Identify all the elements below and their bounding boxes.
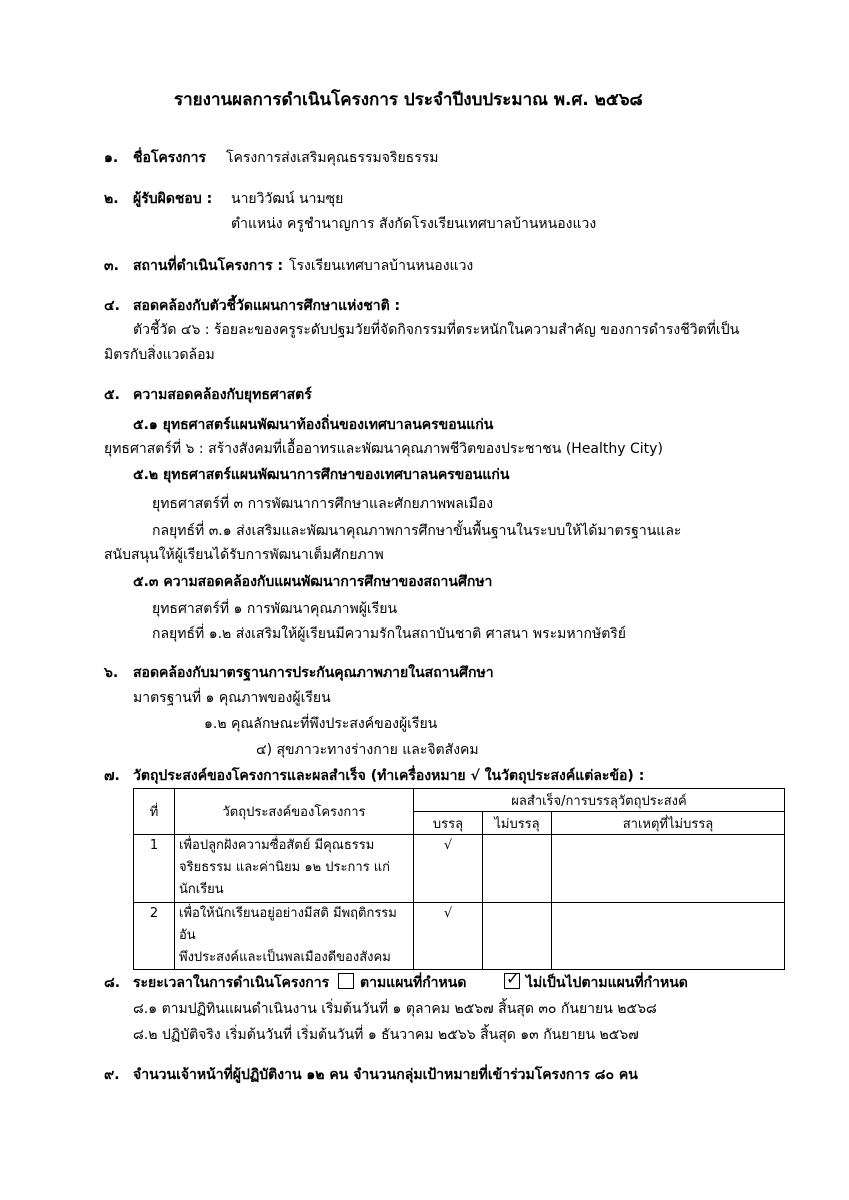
col-header-result: ผลสำเร็จ/การบรรลุวัตถุประสงค์ [414,789,785,812]
section-5-2-line-3: สนับสนุนให้ผู้เรียนได้รับการพัฒนาเต็มศักยภาพ [104,547,384,563]
section-3-label: สถานที่ดำเนินโครงการ : [133,258,284,274]
section-2-label: ผู้รับผิดชอบ : [133,191,213,207]
responsible-position: ตำแหน่ง ครูชำนาญการ สังกัดโรงเรียนเทศบาลบ้านหนองแวง [231,216,597,232]
off-plan-label: ไม่เป็นไปตามแผนที่กำหนด [526,975,688,991]
section-6-number: ๖. [104,665,119,681]
row-not-met [483,835,552,903]
responsible-person: นายวิวัฒน์ นามซุย [231,191,344,207]
section-8-label: ระยะเวลาในการดำเนินโครงการ [133,975,330,991]
section-5-label: ความสอดคล้องกับยุทธศาสตร์ [133,387,312,403]
section-5-2-line-2: กลยุทธ์ที่ ๓.๑ ส่งเสริมและพัฒนาคุณภาพการศึกษาขั้นพื้นฐานในระบบให้ได้มาตรฐานและ [152,523,682,539]
objectives-table [133,788,785,970]
section-2-number: ๒. [104,191,119,207]
row-objective [175,835,414,903]
col-header-objective: วัตถุประสงค์ของโครงการ [175,789,414,835]
indicator-line-1: ตัวชี้วัด ๔๖ : ร้อยละของครูระดับปฐมวัยที่จัดกิจกรรมที่ตระหนักในความสำคัญ ของการดำรงชีวิตที่เป็น [133,322,740,338]
actual-period: ๘.๒ ปฏิบัติจริง เริ่มต้นวันที่ เริ่มต้นวันที่ ๑ ธันวาคม ๒๕๖๖ สิ้นสุด ๑๓ กันยายน ๒๕๖๗ [133,1027,639,1043]
section-5-2-heading: ๕.๒ ยุทธศาสตร์แผนพัฒนาการศึกษาของเทศบาลนครขอนแก่น [133,467,510,483]
section-7-number: ๗. [104,768,120,784]
objective-line: พึงประสงค์และเป็นพลเมืองดีของสังคม [179,950,391,965]
table-row [134,903,785,970]
standard-line: มาตรฐานที่ ๑ คุณภาพของผู้เรียน [133,690,331,706]
objective-line: นักเรียน [179,882,224,897]
row-reason [552,903,785,970]
section-5-1-heading: ๕.๑ ยุทธศาสตร์แผนพัฒนาท้องถิ่นของเทศบาลนครขอนแก่น [133,417,494,433]
row-objective [175,903,414,970]
staff-and-target-count: จำนวนเจ้าหน้าที่ผู้ปฏิบัติงาน ๑๒ คน จำนวนกลุ่มเป้าหมายที่เข้าร่วมโครงการ ๘๐ คน [133,1067,638,1083]
standard-sub-line: ๑.๒ คุณลักษณะที่พึงประสงค์ของผู้เรียน [204,716,438,732]
objective-line: เพื่อให้นักเรียนอยู่อย่างมีสติ มีพฤติกรรมอัน [179,906,397,943]
on-plan-checkbox[interactable] [334,973,358,993]
section-5-3-line-1: ยุทธศาสตร์ที่ ๑ การพัฒนาคุณภาพผู้เรียน [152,601,398,617]
section-1-number: ๑. [104,150,119,166]
col-header-not-met: ไม่บรรลุ [483,812,552,835]
on-plan-label: ตามแผนที่กำหนด [360,975,467,991]
check-icon [504,973,520,989]
row-no: 1 [134,835,175,903]
section-5-1-line: ยุทธศาสตร์ที่ ๖ : สร้างสังคมที่เอื้ออาทรและพัฒนาคุณภาพชีวิตของประชาชน (Healthy City) [104,441,663,457]
section-1-label: ชื่อโครงการ [133,150,207,166]
project-name: โครงการส่งเสริมคุณธรรมจริยธรรม [226,150,439,166]
section-4-number: ๔. [104,298,120,314]
section-6-label: สอดคล้องกับมาตรฐานการประกันคุณภาพภายในสถานศึกษา [133,665,494,681]
objective-line: เพื่อปลูกฝังความซื่อสัตย์ มีคุณธรรม [179,838,375,853]
row-no: 2 [134,903,175,970]
indicator-line-2: มิตรกับสิ่งแวดล้อม [104,347,215,363]
off-plan-checkbox[interactable] [500,973,524,993]
planned-period: ๘.๑ ตามปฏิทินแผนดำเนินงาน เริ่มต้นวันที่ ๑ ตุลาคม ๒๕๖๗ สิ้นสุด ๓๐ กันยายน ๒๕๖๘ [133,1001,657,1017]
objective-line: จริยธรรม และค่านิยม ๑๒ ประการ แก่ [179,860,391,875]
row-met-check: √ [414,903,483,970]
section-5-number: ๕. [104,387,120,403]
section-5-2-line-1: ยุทธศาสตร์ที่ ๓ การพัฒนาการศึกษาและศักยภาพพลเมือง [152,496,494,512]
section-3-number: ๓. [104,258,119,274]
standard-item-line: ๔) สุขภาวะทางร่างกาย และจิตสังคม [256,742,479,758]
col-header-met: บรรลุ [414,812,483,835]
project-location: โรงเรียนเทศบาลบ้านหนองแวง [289,258,474,274]
section-7-label: วัตถุประสงค์ของโครงการและผลสำเร็จ (ทำเครื่องหมาย √ ในวัตถุประสงค์แต่ละข้อ) : [133,768,645,784]
row-reason [552,835,785,903]
section-5-3-line-2: กลยุทธ์ที่ ๑.๒ ส่งเสริมให้ผู้เรียนมีความรักในสถาบันชาติ ศาสนา พระมหากษัตริย์ [152,626,627,642]
section-5-3-heading: ๕.๓ ความสอดคล้องกับแผนพัฒนาการศึกษาของสถานศึกษา [133,574,493,590]
page-title: รายงานผลการดำเนินโครงการ ประจำปีงบประมาณ พ.ศ. ๒๕๖๘ [174,90,643,110]
section-9-number: ๙. [104,1067,120,1083]
table-row [134,835,785,903]
row-not-met [483,903,552,970]
col-header-reason: สาเหตุที่ไม่บรรลุ [552,812,785,835]
section-8-number: ๘. [104,975,121,991]
row-met-check: √ [414,835,483,903]
col-header-no: ที่ [134,789,175,835]
section-4-label: สอดคล้องกับตัวชี้วัดแผนการศึกษาแห่งชาติ : [133,298,401,314]
